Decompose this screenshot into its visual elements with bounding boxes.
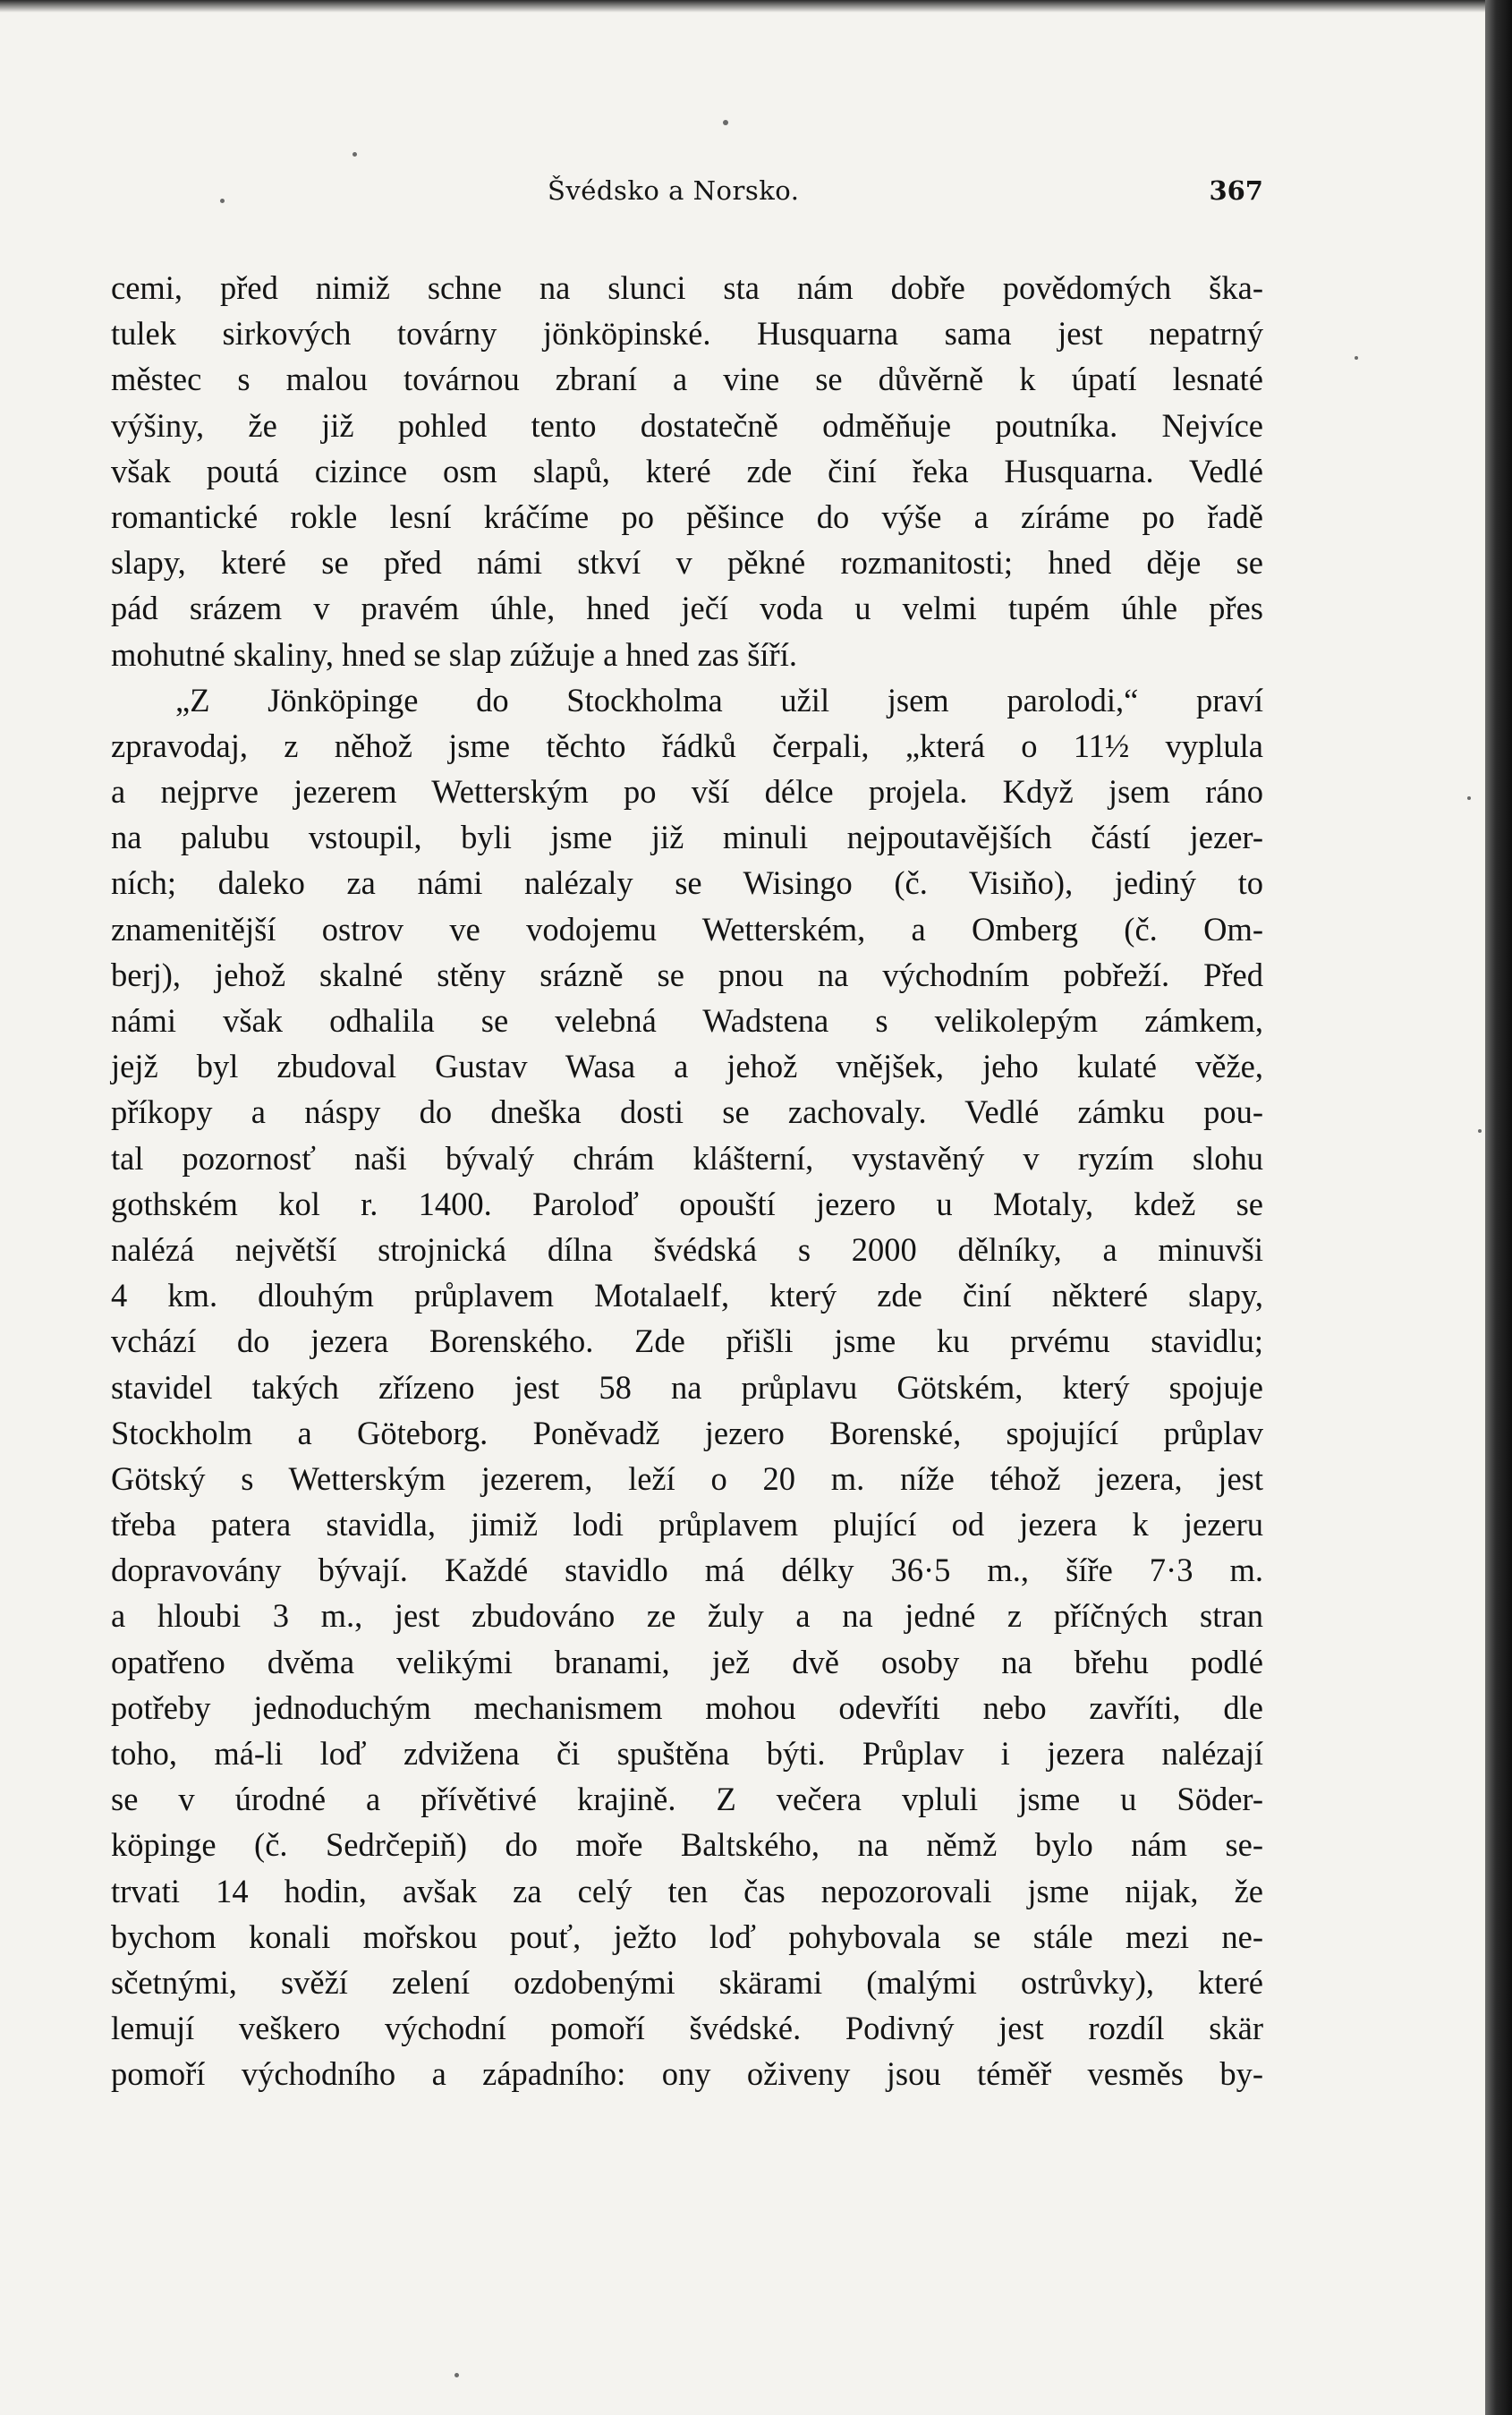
text-line: a hloubi 3 m., jest zbudováno ze žuly a na jedné z příčných stran: [111, 1597, 1263, 1635]
text-line: však poutá cizince osm slapů, které zde činí řeka Husquarna. Vedlé: [111, 452, 1263, 489]
paper-speck: [220, 199, 225, 203]
text-line: trvati 14 hodin, avšak za celý ten čas nepozorovali jsme nijak, že: [111, 1872, 1263, 1909]
page-number: 367: [1209, 175, 1263, 206]
running-title: Švédsko a Norsko.: [548, 175, 800, 206]
text-line: na palubu vstoupil, byli jsme již minuli nejpoutavějších částí jezer-: [111, 819, 1263, 856]
body-text: [111, 265, 1263, 2097]
text-line: ních; daleko za námi nalézaly se Wisingo (č. Visiňo), jediný to: [111, 864, 1263, 902]
scan-edge-right: [1485, 0, 1512, 2415]
text-line: jejž byl zbudoval Gustav Wasa a jehož vnějšek, jeho kulaté věže,: [111, 1048, 1263, 1085]
text-line: romantické rokle lesní kráčíme po pěšince do výše a zíráme po řadě: [111, 497, 1263, 535]
paper-speck: [1355, 356, 1358, 360]
paper-speck: [353, 152, 357, 157]
text-line: pomoří východního a západního: ony oživeny jsou téměř vesměs by-: [111, 2055, 1263, 2093]
text-line: tal pozornosť naši bývalý chrám klášterní, vystavěný v ryzím slohu: [111, 1139, 1263, 1177]
text-line: znamenitější ostrov ve vodojemu Wetterském, a Omberg (č. Om-: [111, 910, 1263, 948]
text-line: 4 km. dlouhým průplavem Motalaelf, který zde činí některé slapy,: [111, 1277, 1263, 1314]
text-line: vchází do jezera Borenského. Zde přišli jsme ku prvému stavidlu;: [111, 1322, 1263, 1360]
text-line: slapy, které se před námi stkví v pěkné rozmanitosti; hned děje se: [111, 544, 1263, 582]
text-line: třeba patera stavidla, jimiž lodi průplavem plující od jezera k jezeru: [111, 1506, 1263, 1543]
text-line: pád srázem v pravém úhle, hned ječí voda u velmi tupém úhle přes: [111, 590, 1263, 627]
scan-edge-top: [0, 0, 1512, 13]
text-line: cemi, před nimiž schne na slunci sta nám dobře povědomých ška-: [111, 269, 1263, 306]
text-line: příkopy a náspy do dneška dosti se zachovaly. Vedlé zámku pou-: [111, 1093, 1263, 1131]
text-line: městec s malou továrnou zbraní a vine se důvěrně k úpatí lesnaté: [111, 361, 1263, 398]
text-line: Stockholm a Göteborg. Poněvadž jezero Borenské, spojující průplav: [111, 1414, 1263, 1451]
text-line: Götský s Wetterským jezerem, leží o 20 m. níže téhož jezera, jest: [111, 1459, 1263, 1497]
text-line: mohutné skaliny, hned se slap zúžuje a hned zas šíří.: [111, 635, 797, 673]
text-line: a nejprve jezerem Wetterským po vší délce projela. Když jsem ráno: [111, 773, 1263, 811]
page-header: [111, 175, 1263, 218]
text-line: köpinge (č. Sedrčepiň) do moře Baltského, na němž bylo nám se-: [111, 1826, 1263, 1864]
text-line: námi však odhalila se velebná Wadstena s velikolepým zámkem,: [111, 1002, 1263, 1039]
paper-speck: [1467, 796, 1471, 800]
text-line: zpravodaj, z něhož jsme těchto řádků čerpali, „která o 11½ vyplula: [111, 727, 1263, 764]
text-line: lemují veškero východní pomoří švédské. Podivný jest rozdíl skär: [111, 2010, 1263, 2047]
text-line: potřeby jednoduchým mechanismem mohou odevříti nebo zavříti, dle: [111, 1688, 1263, 1726]
paper-speck: [1478, 1129, 1482, 1133]
text-line: nalézá největší strojnická dílna švédská s 2000 dělníky, a minuvši: [111, 1230, 1263, 1268]
text-line: dopravovány bývají. Každé stavidlo má délky 36·5 m., šíře 7·3 m.: [111, 1552, 1263, 1589]
text-line: opatřeno dvěma velikými branami, jež dvě osoby na břehu podlé: [111, 1643, 1263, 1680]
text-line: gothském kol r. 1400. Paroloď opouští jezero u Motaly, kdež se: [111, 1185, 1263, 1222]
text-line: stavidel takých zřízeno jest 58 na průplavu Götském, který spojuje: [111, 1368, 1263, 1406]
paper-speck: [723, 120, 728, 125]
paper-speck: [454, 2373, 459, 2377]
text-line: toho, má-li loď zdvižena či spuštěna býti. Průplav i jezera nalézají: [111, 1735, 1263, 1772]
text-line: tulek sirkových továrny jönköpinské. Husquarna sama jest nepatrný: [111, 315, 1263, 353]
text-line: výšiny, že již pohled tento dostatečně odměňuje poutníka. Nejvíce: [111, 406, 1263, 444]
text-line: berj), jehož skalné stěny srázně se pnou na východním pobřeží. Před: [111, 956, 1263, 993]
text-line: se v úrodné a přívětivé krajině. Z večera vpluli jsme u Söder-: [111, 1781, 1263, 1818]
text-line: „Z Jönköpinge do Stockholma užil jsem parolodi,“ praví: [175, 681, 1263, 719]
text-line: bychom konali mořskou pouť, ježto loď pohybovala se stále mezi ne-: [111, 1918, 1263, 1955]
text-line: sčetnými, svěží zelení ozdobenými skärami (malými ostrůvky), které: [111, 1963, 1263, 2001]
